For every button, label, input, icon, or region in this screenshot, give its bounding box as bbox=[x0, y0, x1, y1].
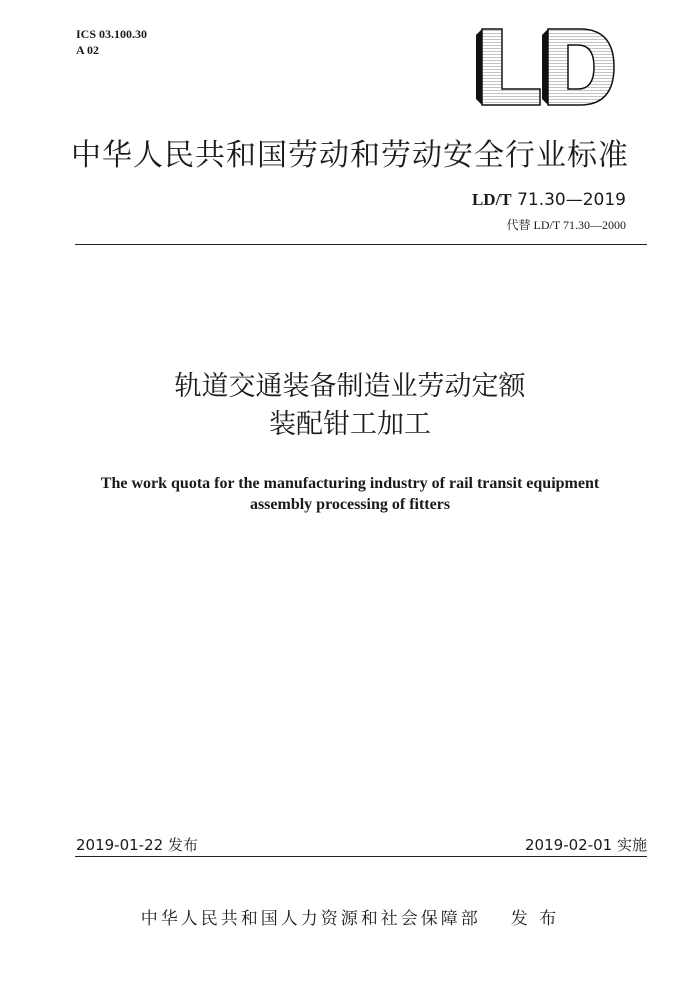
standard-number bbox=[472, 190, 626, 210]
ld-logo bbox=[472, 27, 616, 107]
effective-date-value: 2019-02-01 bbox=[525, 836, 613, 854]
title-cn-line2: 装配钳工加工 bbox=[269, 409, 431, 440]
effective-date-label: 实施 bbox=[616, 836, 647, 854]
standard-prefix: LD/T bbox=[471, 190, 512, 209]
issuer-title: 中华人民共和国劳动和劳动安全行业标准 bbox=[71, 138, 629, 173]
replaces-code: LD/T 71.30—2000 bbox=[533, 218, 626, 232]
ics-classification bbox=[76, 26, 147, 58]
issue-date-label: 发布 bbox=[167, 836, 198, 854]
ics-code: ICS 03.100.30 bbox=[76, 27, 148, 41]
publisher-label: 发 布 bbox=[510, 909, 560, 929]
title-en-line2: assembly processing of fitters bbox=[249, 496, 451, 513]
standard-code: 71.30—2019 bbox=[517, 190, 626, 210]
issue-date-value: 2019-01-22 bbox=[76, 836, 164, 854]
title-en-line1: The work quota for the manufacturing industry of rail transit equipment bbox=[100, 475, 600, 492]
title-cn-line1: 轨道交通装备制造业劳动定额 bbox=[174, 371, 526, 402]
publisher-name: 中华人民共和国人力资源和社会保障部 bbox=[140, 909, 481, 929]
effective-date bbox=[525, 834, 647, 855]
logo-text: LD bbox=[472, 27, 474, 28]
issue-date bbox=[76, 834, 198, 855]
title-chinese bbox=[0, 368, 700, 444]
title-english bbox=[0, 473, 700, 515]
bottom-divider bbox=[75, 856, 647, 857]
top-divider bbox=[75, 244, 647, 245]
publisher bbox=[0, 904, 700, 929]
replaces-label: 代替 bbox=[506, 218, 531, 232]
ics-class: A 02 bbox=[76, 43, 100, 57]
replaces-note bbox=[507, 216, 626, 233]
